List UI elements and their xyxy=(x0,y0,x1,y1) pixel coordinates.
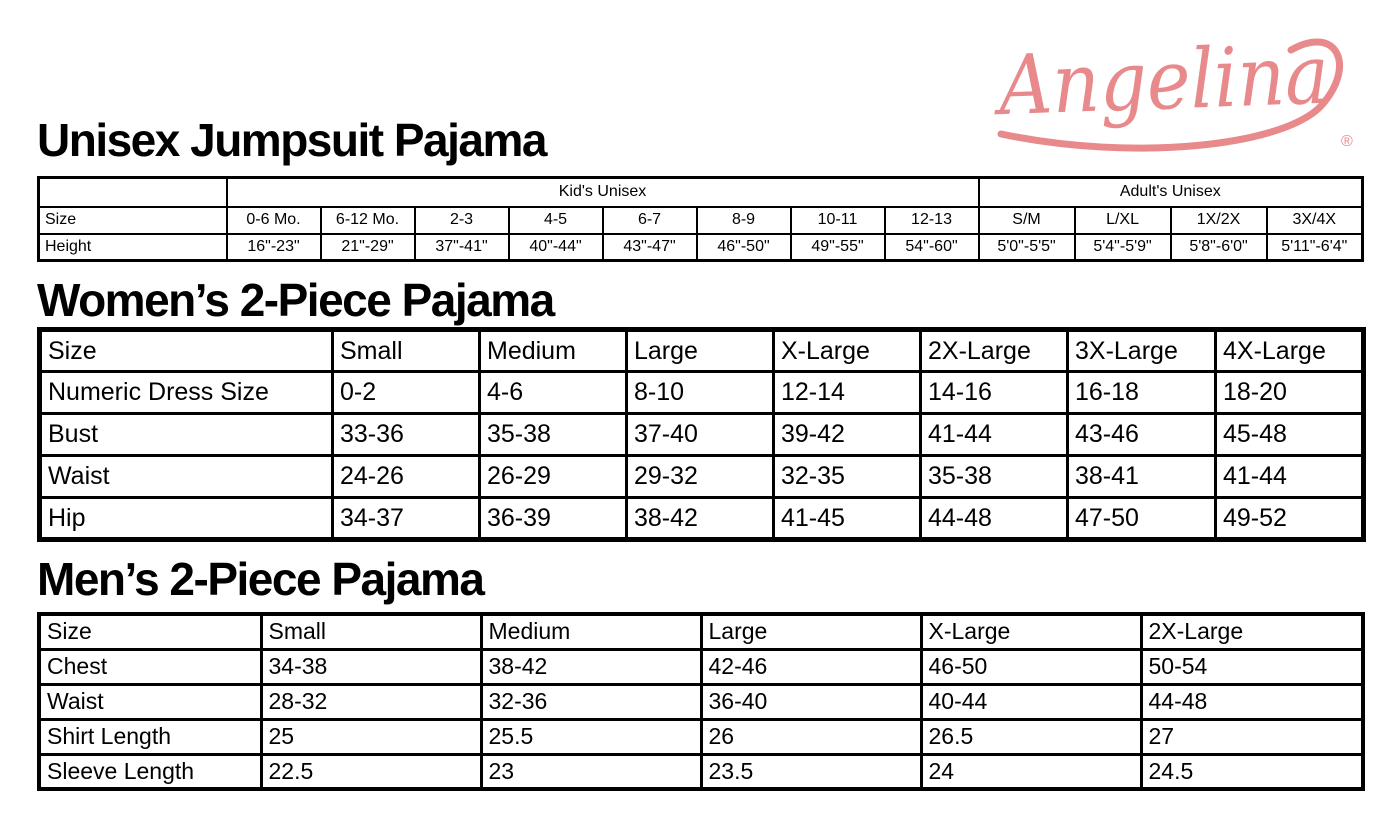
size-value: 5'8"-6'0" xyxy=(1171,234,1267,261)
size-value: 1X/2X xyxy=(1171,207,1267,234)
size-value: 38-41 xyxy=(1068,456,1216,498)
column-header: Size xyxy=(39,614,261,649)
women-size-table xyxy=(37,327,1366,542)
men-section-title: Men’s 2-Piece Pajama xyxy=(37,553,484,605)
unisex-section-title: Unisex Jumpsuit Pajama xyxy=(37,114,546,166)
size-value: 26 xyxy=(701,719,921,754)
table-row xyxy=(39,754,1363,789)
row-label: Numeric Dress Size xyxy=(40,372,333,414)
size-value: 47-50 xyxy=(1068,498,1216,540)
column-header: X-Large xyxy=(774,330,921,372)
row-label: Sleeve Length xyxy=(39,754,261,789)
size-value: 43"-47" xyxy=(603,234,697,261)
size-value: 27 xyxy=(1141,719,1363,754)
table-row xyxy=(40,498,1364,540)
size-value: 16"-23" xyxy=(227,234,321,261)
logo-wordmark: Angelina xyxy=(997,26,1368,135)
table-row xyxy=(40,456,1364,498)
row-label: Chest xyxy=(39,649,261,684)
size-value: 34-37 xyxy=(333,498,480,540)
size-value: 23 xyxy=(481,754,701,789)
size-value: 49"-55" xyxy=(791,234,885,261)
size-value: 46-50 xyxy=(921,649,1141,684)
size-value: 36-39 xyxy=(480,498,627,540)
size-value: 5'4"-5'9" xyxy=(1075,234,1171,261)
row-label: Shirt Length xyxy=(39,719,261,754)
size-value: 50-54 xyxy=(1141,649,1363,684)
unisex-size-table xyxy=(37,176,1364,262)
size-value: 32-35 xyxy=(774,456,921,498)
women-section-title: Women’s 2-Piece Pajama xyxy=(37,274,554,326)
men-size-table xyxy=(37,612,1365,791)
table-row xyxy=(39,207,1363,234)
angelina-logo-graphic xyxy=(985,22,1380,157)
men-size-table-grid xyxy=(37,612,1365,791)
size-value: 38-42 xyxy=(627,498,774,540)
size-value: 37-40 xyxy=(627,414,774,456)
size-value: 12-14 xyxy=(774,372,921,414)
size-value: 42-46 xyxy=(701,649,921,684)
header-row xyxy=(40,330,1364,372)
column-header: Large xyxy=(627,330,774,372)
column-header: 4X-Large xyxy=(1216,330,1364,372)
size-value: 40-44 xyxy=(921,684,1141,719)
size-value: L/XL xyxy=(1075,207,1171,234)
size-value: 39-42 xyxy=(774,414,921,456)
size-value: 2-3 xyxy=(415,207,509,234)
size-value: 5'0"-5'5" xyxy=(979,234,1075,261)
size-value: 6-7 xyxy=(603,207,697,234)
size-value: 22.5 xyxy=(261,754,481,789)
size-value: 35-38 xyxy=(480,414,627,456)
size-value: 16-18 xyxy=(1068,372,1216,414)
size-value: 41-44 xyxy=(921,414,1068,456)
size-value: 45-48 xyxy=(1216,414,1364,456)
angelina-logo xyxy=(985,22,1380,157)
column-header: 2X-Large xyxy=(921,330,1068,372)
size-value: 37"-41" xyxy=(415,234,509,261)
size-value: 35-38 xyxy=(921,456,1068,498)
size-value: 4-5 xyxy=(509,207,603,234)
row-label: Bust xyxy=(40,414,333,456)
group-header: Kid's Unisex xyxy=(227,178,979,207)
size-value: 10-11 xyxy=(791,207,885,234)
row-label: Waist xyxy=(40,456,333,498)
group-header-row xyxy=(39,178,1363,207)
size-value: 34-38 xyxy=(261,649,481,684)
women-size-table-grid xyxy=(37,327,1366,542)
size-value: 3X/4X xyxy=(1267,207,1363,234)
registered-trademark-icon: ® xyxy=(1341,133,1353,150)
row-label: Waist xyxy=(39,684,261,719)
size-value: 18-20 xyxy=(1216,372,1364,414)
size-value: 29-32 xyxy=(627,456,774,498)
size-value: 49-52 xyxy=(1216,498,1364,540)
row-label: Height xyxy=(39,234,227,261)
size-value: 41-44 xyxy=(1216,456,1364,498)
size-value: 26-29 xyxy=(480,456,627,498)
table-row xyxy=(40,414,1364,456)
header-row xyxy=(39,614,1363,649)
row-label: Size xyxy=(39,207,227,234)
size-value: 38-42 xyxy=(481,649,701,684)
size-value: 26.5 xyxy=(921,719,1141,754)
table-row xyxy=(39,719,1363,754)
column-header: Small xyxy=(261,614,481,649)
size-value: 24-26 xyxy=(333,456,480,498)
size-value: 14-16 xyxy=(921,372,1068,414)
size-value: 25 xyxy=(261,719,481,754)
table-row xyxy=(39,234,1363,261)
size-value: 23.5 xyxy=(701,754,921,789)
size-value: 12-13 xyxy=(885,207,979,234)
size-value: 32-36 xyxy=(481,684,701,719)
column-header: Medium xyxy=(480,330,627,372)
size-value: 41-45 xyxy=(774,498,921,540)
size-value: 54"-60" xyxy=(885,234,979,261)
size-value: 33-36 xyxy=(333,414,480,456)
size-value: 25.5 xyxy=(481,719,701,754)
group-header: Adult's Unisex xyxy=(979,178,1363,207)
size-value: 36-40 xyxy=(701,684,921,719)
table-row xyxy=(39,684,1363,719)
size-value: S/M xyxy=(979,207,1075,234)
table-row xyxy=(40,372,1364,414)
column-header: Small xyxy=(333,330,480,372)
size-value: 44-48 xyxy=(1141,684,1363,719)
column-header: Large xyxy=(701,614,921,649)
column-header: Size xyxy=(40,330,333,372)
size-value: 8-9 xyxy=(697,207,791,234)
size-value: 43-46 xyxy=(1068,414,1216,456)
size-value: 44-48 xyxy=(921,498,1068,540)
size-value: 24.5 xyxy=(1141,754,1363,789)
column-header: 3X-Large xyxy=(1068,330,1216,372)
size-value: 40"-44" xyxy=(509,234,603,261)
size-value: 46"-50" xyxy=(697,234,791,261)
size-value: 8-10 xyxy=(627,372,774,414)
size-value: 4-6 xyxy=(480,372,627,414)
row-label: Hip xyxy=(40,498,333,540)
size-value: 5'11"-6'4" xyxy=(1267,234,1363,261)
corner-cell xyxy=(39,178,227,207)
size-value: 21"-29" xyxy=(321,234,415,261)
unisex-size-table-grid xyxy=(37,176,1364,262)
column-header: X-Large xyxy=(921,614,1141,649)
column-header: Medium xyxy=(481,614,701,649)
table-row xyxy=(39,649,1363,684)
size-value: 24 xyxy=(921,754,1141,789)
size-value: 0-2 xyxy=(333,372,480,414)
size-value: 28-32 xyxy=(261,684,481,719)
size-value: 0-6 Mo. xyxy=(227,207,321,234)
size-value: 6-12 Mo. xyxy=(321,207,415,234)
column-header: 2X-Large xyxy=(1141,614,1363,649)
